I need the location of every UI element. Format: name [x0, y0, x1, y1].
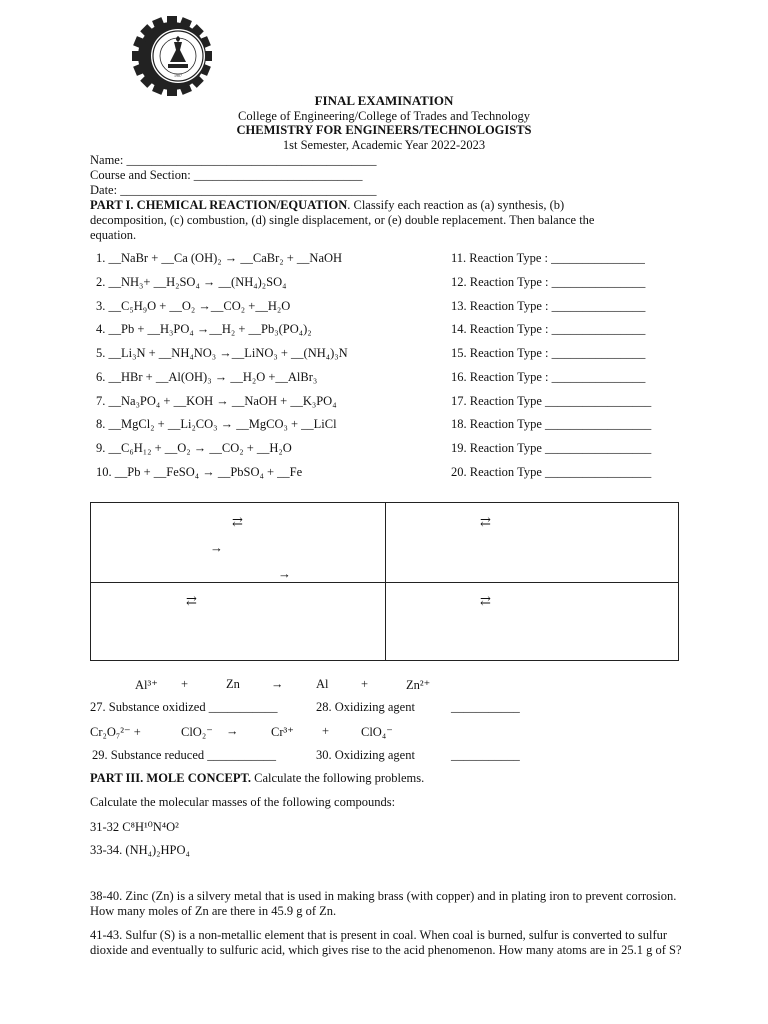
- right-arrow-1: →: [210, 540, 223, 555]
- part1-instruction-line3: equation.: [90, 228, 137, 242]
- reaction-type-11[interactable]: 11. Reaction Type : _______________: [451, 251, 645, 265]
- equation-1: 1. __NaBr + __Ca (OH)₂ → __CaBr₂ + __NaOH: [96, 251, 343, 265]
- redox1-term-7: Zn²⁺: [406, 678, 431, 692]
- redox2-term-3: →: [226, 724, 239, 738]
- redox1-term-1: Al³⁺: [135, 678, 158, 692]
- question-30: 30. Oxidizing agent: [316, 748, 415, 762]
- seal-year-text: 1907: [174, 73, 182, 78]
- equation-2: 2. __NH₃+ __H₂SO₄ → __(NH₄)₂SO₄: [96, 275, 287, 289]
- equation-10: 10. __Pb + __FeSO₄ → __PbSO₄ + __Fe: [96, 465, 303, 479]
- question-29[interactable]: 29. Substance reduced ___________: [92, 748, 276, 762]
- redox1-term-3: Zn: [226, 677, 240, 691]
- equation-4: 4. __Pb + __H₃PO₄ →__H₂ + __Pb₃(PO₄)₂: [96, 322, 312, 336]
- question-28: 28. Oxidizing agent: [316, 700, 415, 714]
- part3-heading-line: [90, 771, 424, 786]
- part3-instruction: Calculate the following problems.: [251, 771, 425, 785]
- redox1-term-2: +: [181, 677, 189, 691]
- grid-cell-bottom-right: [386, 583, 679, 661]
- college-name: College of Engineering/College of Trades and Technology: [238, 109, 530, 123]
- question-38-40: 38-40. Zinc (Zn) is a silvery metal that is used in making brass (with copper) and in plating iron to prevent corrosion. How many moles of Zn are there in 45.9 g of Zn.: [90, 889, 677, 918]
- reaction-type-14[interactable]: 14. Reaction Type : _______________: [451, 322, 646, 336]
- course-title: CHEMISTRY FOR ENGINEERS/TECHNOLOGISTS: [236, 123, 532, 137]
- grid-cell-top-right: [386, 503, 679, 583]
- part1-instruction-line2: decomposition, (c) combustion, (d) single displacement, or (e) double replacement. Then balance the: [90, 213, 595, 227]
- equation-7: 7. __Na₃PO₄ + __KOH → __NaOH + __K₃PO₄: [96, 394, 337, 408]
- answer-grid: [90, 502, 679, 661]
- term-line: 1st Semester, Academic Year 2022-2023: [282, 138, 486, 152]
- redox2-term-4: Cr³⁺: [271, 725, 294, 739]
- question-30-blank[interactable]: ___________: [451, 748, 520, 762]
- reaction-type-17[interactable]: 17. Reaction Type _________________: [451, 394, 652, 408]
- redox2-term-2: ClO₂⁻: [181, 725, 213, 739]
- redox2-term-1: Cr₂O₇²⁻ +: [90, 725, 141, 739]
- equation-6: 6. __HBr + __Al(OH)₃ → __H₂O +__AlBr₃: [96, 370, 318, 384]
- equilibrium-arrow-1: ⇄: [232, 514, 243, 529]
- redox2-term-6: ClO₄⁻: [361, 725, 393, 739]
- reaction-type-20[interactable]: 20. Reaction Type _________________: [451, 465, 652, 479]
- part1-instruction: [90, 198, 564, 213]
- course-section-field[interactable]: Course and Section: ___________________________: [90, 168, 363, 182]
- equation-5: 5. __Li₃N + __NH₄NO₃ →__LiNO₃ + __(NH₄)₃N: [96, 346, 348, 360]
- school-seal-logo: [130, 14, 214, 98]
- question-27[interactable]: 27. Substance oxidized ___________: [90, 700, 278, 714]
- question-31-32: 31-32 C⁸H¹⁰N⁴O²: [90, 820, 179, 834]
- equilibrium-arrow-3: ⇄: [186, 593, 197, 608]
- question-33-34: 33-34. (NH₄)₂HPO₄: [90, 843, 190, 857]
- reaction-type-12[interactable]: 12. Reaction Type : _______________: [451, 275, 646, 289]
- equilibrium-arrow-4: ⇄: [480, 593, 491, 608]
- question-28-blank[interactable]: ___________: [451, 700, 520, 714]
- redox1-term-6: +: [361, 677, 369, 691]
- equation-8: 8. __MgCl₂ + __Li₂CO₃ → __MgCO₃ + __LiCl: [96, 417, 337, 431]
- reaction-type-16[interactable]: 16. Reaction Type : _______________: [451, 370, 646, 384]
- reaction-type-19[interactable]: 19. Reaction Type _________________: [451, 441, 652, 455]
- date-field[interactable]: Date: _________________________________________: [90, 183, 377, 197]
- equilibrium-arrow-2: ⇄: [480, 514, 491, 529]
- grid-cell-bottom-left: [91, 583, 386, 661]
- right-arrow-2: →: [278, 566, 291, 581]
- reaction-type-15[interactable]: 15. Reaction Type : _______________: [451, 346, 646, 360]
- part1-heading: PART I. CHEMICAL REACTION/EQUATION: [90, 198, 348, 212]
- part3-subheading: Calculate the molecular masses of the following compounds:: [90, 795, 396, 809]
- exam-title: FINAL EXAMINATION: [314, 93, 454, 108]
- part1-instruction-line1: . Classify each reaction as (a) synthesis, (b): [347, 198, 565, 212]
- equation-3: 3. __C₅H₉O + __O₂ →__CO₂ +__H₂O: [96, 299, 291, 313]
- redox2-term-5: +: [322, 724, 330, 738]
- part3-heading: PART III. MOLE CONCEPT.: [90, 771, 252, 785]
- question-41-43: 41-43. Sulfur (S) is a non-metallic element that is present in coal. When coal is burned, sulfur is converted to sulfur dioxide and eventually to sulfuric acid, which gives rise to the acid phenomenon. How many atoms are in 25.1 g of S?: [90, 928, 682, 957]
- redox1-term-5: Al: [316, 677, 329, 691]
- name-field[interactable]: Name: ________________________________________: [90, 153, 377, 167]
- redox1-term-4: →: [271, 677, 284, 691]
- equation-9: 9. __C₆H₁₂ + __O₂ → __CO₂ + __H₂O: [96, 441, 292, 455]
- reaction-type-13[interactable]: 13. Reaction Type : _______________: [451, 299, 646, 313]
- reaction-type-18[interactable]: 18. Reaction Type _________________: [451, 417, 652, 431]
